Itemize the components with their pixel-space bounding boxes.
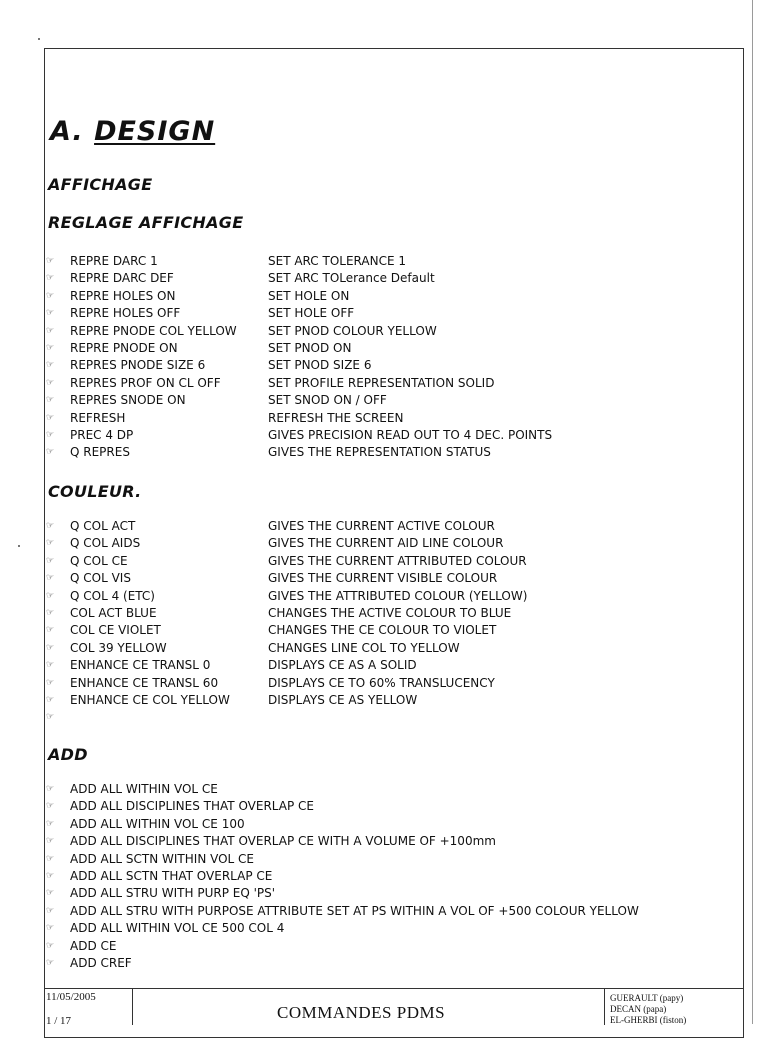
pointing-hand-icon: ☞ <box>46 660 55 671</box>
section-word: DESIGN <box>94 116 216 147</box>
command-description: SET PROFILE REPRESENTATION SOLID <box>268 375 495 390</box>
pointing-hand-icon: ☞ <box>46 940 55 951</box>
command-description: CHANGES THE CE COLOUR TO VIOLET <box>268 623 497 638</box>
command-description: CHANGES THE ACTIVE COLOUR TO BLUE <box>268 605 512 620</box>
command-description: DISPLAYS CE AS A SOLID <box>268 658 417 673</box>
heading-affichage: AFFICHAGE <box>48 175 153 194</box>
command-text: ENHANCE CE TRANSL 60 <box>70 675 219 690</box>
footer-author: DECAN (papa) <box>610 1004 667 1014</box>
pointing-hand-icon: ☞ <box>46 447 55 458</box>
command-text: ADD ALL DISCIPLINES THAT OVERLAP CE WITH A VOLUME OF +100mm <box>70 834 496 849</box>
command-text: REPRE DARC 1 <box>70 254 158 268</box>
footer-divider <box>132 989 133 1025</box>
pointing-hand-icon: ☞ <box>46 801 55 812</box>
pointing-hand-icon: ☞ <box>46 590 55 601</box>
pointing-hand-icon: ☞ <box>46 905 55 916</box>
command-text: REPRES PROF ON CL OFF <box>70 375 221 390</box>
command-description: SET ARC TOLerance Default <box>268 271 435 286</box>
pointing-hand-icon: ☞ <box>46 888 55 899</box>
pointing-hand-icon: ☞ <box>46 923 55 934</box>
command-text: REPRE HOLES OFF <box>70 306 181 321</box>
heading-reglage-affichage: REGLAGE AFFICHAGE <box>48 213 244 232</box>
pointing-hand-icon: ☞ <box>46 677 55 688</box>
command-text: Q COL CE <box>70 553 128 568</box>
command-description: SET SNOD ON / OFF <box>268 393 387 408</box>
command-description: GIVES THE CURRENT VISIBLE COLOUR <box>268 571 498 586</box>
command-description: SET HOLE ON <box>268 288 350 303</box>
command-description: GIVES THE CURRENT ACTIVE COLOUR <box>268 519 495 533</box>
scan-speck <box>18 545 20 547</box>
command-description: GIVES PRECISION READ OUT TO 4 DEC. POINTS <box>268 427 553 442</box>
command-text: REPRE DARC DEF <box>70 271 174 286</box>
pointing-hand-icon: ☞ <box>46 412 55 423</box>
pointing-hand-icon: ☞ <box>46 521 55 531</box>
command-text: REPRES SNODE ON <box>70 393 186 408</box>
command-text: ADD ALL WITHIN VOL CE 500 COL 4 <box>70 921 285 936</box>
command-text: COL ACT BLUE <box>70 605 157 620</box>
heading-couleur: COULEUR. <box>48 482 142 501</box>
pointing-hand-icon: ☞ <box>46 538 55 549</box>
command-text: Q COL ACT <box>70 519 136 533</box>
command-text: ADD ALL SCTN WITHIN VOL CE <box>70 851 255 866</box>
footer-divider <box>604 989 605 1025</box>
command-text: ADD ALL STRU WITH PURP EQ 'PS' <box>70 886 276 901</box>
footer-title: COMMANDES PDMS <box>277 1003 446 1022</box>
pointing-hand-icon: ☞ <box>46 712 55 723</box>
pointing-hand-icon: ☞ <box>46 256 55 266</box>
command-text: ADD CREF <box>70 955 132 970</box>
pointing-hand-icon: ☞ <box>46 870 55 881</box>
command-description: SET PNOD ON <box>268 340 352 355</box>
command-text: ADD ALL WITHIN VOL CE <box>70 782 218 796</box>
pointing-hand-icon: ☞ <box>46 377 55 388</box>
section-title <box>50 116 215 147</box>
pointing-hand-icon: ☞ <box>46 429 55 440</box>
pointing-hand-icon: ☞ <box>46 555 55 566</box>
command-text: PREC 4 DP <box>70 427 134 442</box>
pointing-hand-icon: ☞ <box>46 360 55 371</box>
pointing-hand-icon: ☞ <box>46 395 55 406</box>
page-edge <box>752 0 768 1024</box>
command-description: DISPLAYS CE AS YELLOW <box>268 692 418 707</box>
pointing-hand-icon: ☞ <box>46 273 55 284</box>
command-text: ADD ALL STRU WITH PURPOSE ATTRIBUTE SET AT PS WITHIN A VOL OF +500 COLOUR YELLOW <box>70 903 639 918</box>
pointing-hand-icon: ☞ <box>46 818 55 829</box>
command-text: ADD ALL DISCIPLINES THAT OVERLAP CE <box>70 799 314 814</box>
pointing-hand-icon: ☞ <box>46 853 55 864</box>
command-description: GIVES THE CURRENT ATTRIBUTED COLOUR <box>268 553 527 568</box>
command-text: COL CE VIOLET <box>70 623 161 638</box>
pointing-hand-icon: ☞ <box>46 308 55 319</box>
command-text: Q COL VIS <box>70 571 131 586</box>
command-text: Q COL AIDS <box>70 536 141 551</box>
pointing-hand-icon: ☞ <box>46 290 55 301</box>
command-description: REFRESH THE SCREEN <box>268 410 404 425</box>
command-description: SET PNOD COLOUR YELLOW <box>268 323 437 338</box>
command-text: ADD ALL WITHIN VOL CE 100 <box>70 816 245 831</box>
pointing-hand-icon: ☞ <box>46 957 55 968</box>
command-text: ADD CE <box>70 938 117 953</box>
command-text: REPRE PNODE COL YELLOW <box>70 323 237 338</box>
command-description: SET HOLE OFF <box>268 306 355 321</box>
command-description: CHANGES LINE COL TO YELLOW <box>268 640 460 655</box>
pointing-hand-icon: ☞ <box>46 342 55 353</box>
command-description: GIVES THE ATTRIBUTED COLOUR (YELLOW) <box>268 588 528 603</box>
command-description: SET ARC TOLERANCE 1 <box>268 254 406 268</box>
heading-add: ADD <box>48 745 88 764</box>
command-description: SET PNOD SIZE 6 <box>268 358 372 373</box>
command-text: Q REPRES <box>70 445 130 460</box>
pointing-hand-icon: ☞ <box>46 642 55 653</box>
command-text: REFRESH <box>70 410 126 425</box>
scan-speck <box>38 38 40 40</box>
command-description: GIVES THE CURRENT AID LINE COLOUR <box>268 536 504 551</box>
command-text: REPRES PNODE SIZE 6 <box>70 358 206 373</box>
command-text: ENHANCE CE TRANSL 0 <box>70 658 211 673</box>
pointing-hand-icon: ☞ <box>46 607 55 618</box>
pointing-hand-icon: ☞ <box>46 573 55 584</box>
footer-date: 11/05/2005 <box>46 991 96 1003</box>
footer-author: EL-GHERBI (fiston) <box>610 1015 687 1025</box>
command-text: REPRE HOLES ON <box>70 288 176 303</box>
pointing-hand-icon: ☞ <box>46 694 55 705</box>
pointing-hand-icon: ☞ <box>46 325 55 336</box>
command-text: COL 39 YELLOW <box>70 640 167 655</box>
command-description: GIVES THE REPRESENTATION STATUS <box>268 445 491 460</box>
section-letter: A. <box>50 116 84 147</box>
footer-authors <box>610 993 686 1026</box>
command-text: ENHANCE CE COL YELLOW <box>70 692 230 707</box>
footer-page-number: 1 / 17 <box>46 1015 72 1027</box>
command-text: REPRE PNODE ON <box>70 340 178 355</box>
pointing-hand-icon: ☞ <box>46 625 55 636</box>
page-footer <box>44 988 744 1027</box>
pointing-hand-icon: ☞ <box>46 836 55 847</box>
footer-author: GUERAULT (papy) <box>610 993 684 1003</box>
command-description: DISPLAYS CE TO 60% TRANSLUCENCY <box>268 675 495 690</box>
command-text: ADD ALL SCTN THAT OVERLAP CE <box>70 868 273 883</box>
command-text: Q COL 4 (ETC) <box>70 588 155 603</box>
pointing-hand-icon: ☞ <box>46 784 55 794</box>
